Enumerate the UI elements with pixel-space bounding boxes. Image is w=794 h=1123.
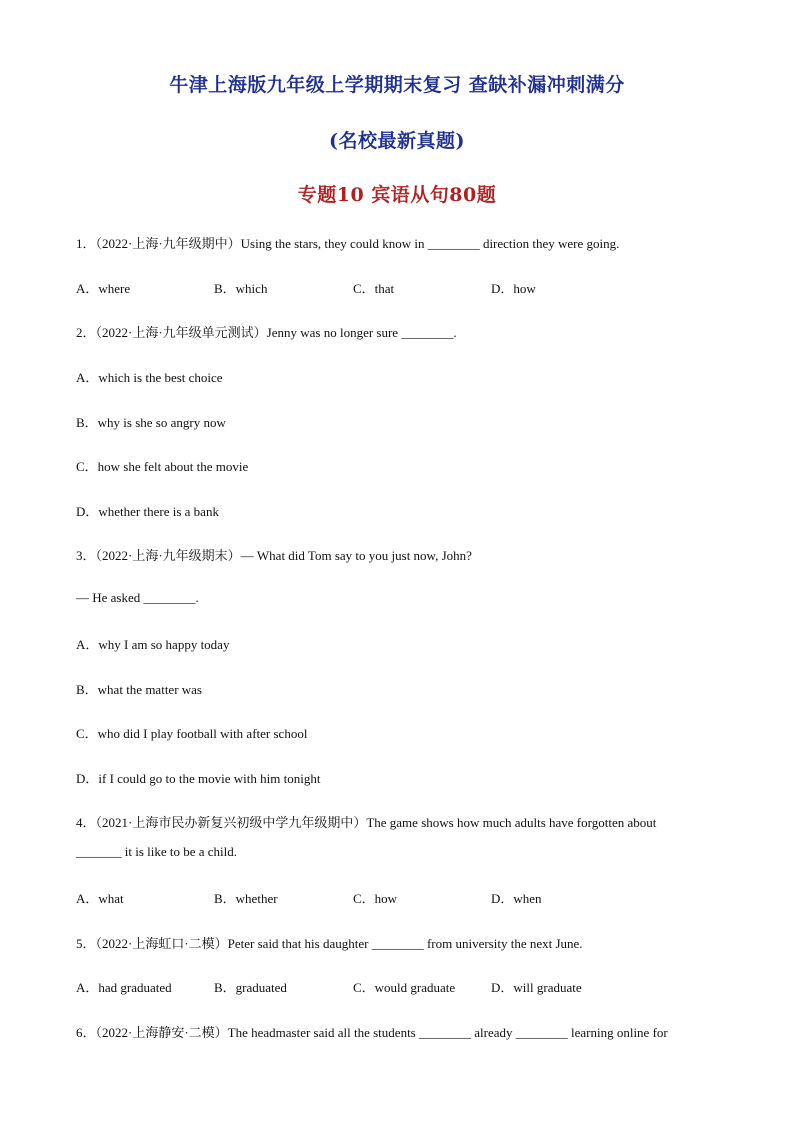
q4-option-a: A．what (76, 891, 124, 906)
q2-option-d: D．whether there is a bank (76, 504, 219, 519)
q5-option-a: A．had graduated (76, 980, 172, 995)
question-3-stem-line2: — He asked ________. (76, 590, 199, 605)
q5-option-b: B．graduated (214, 980, 287, 995)
q2-option-b: B．why is she so angry now (76, 415, 226, 430)
q3-option-d: D．if I could go to the movie with him tonight (76, 771, 321, 786)
q3-option-b: B．what the matter was (76, 682, 202, 697)
q1-option-a: A．where (76, 281, 131, 296)
question-2-stem: 2．（2022·上海·九年级单元测试）Jenny was no longer sure ________. (76, 325, 457, 340)
q3-option-c: C．who did I play football with after school (76, 726, 308, 741)
q1-option-d: D．how (491, 281, 536, 296)
question-5-stem: 5．（2022·上海虹口·二模）Peter said that his daughter ________ from university the next June. (76, 936, 583, 951)
question-4-stem-line2: _______ it is like to be a child. (76, 844, 238, 859)
document-title: 牛津上海版九年级上学期期末复习 查缺补漏冲刺满分 (169, 74, 625, 96)
q3-option-a: A．why I am so happy today (76, 637, 230, 652)
topic-heading: 专题10 宾语从句80题 (297, 184, 497, 206)
q4-option-b: B．whether (214, 891, 278, 906)
question-1-stem: 1．（2022·上海·九年级期中）Using the stars, they could know in ________ direction they were going. (76, 236, 620, 251)
q1-option-c: C．that (353, 281, 395, 296)
question-6-stem: 6．（2022·上海静安·二模）The headmaster said all the students ________ already ________ learning online for (76, 1025, 668, 1040)
q4-option-d: D．when (491, 891, 542, 906)
q1-option-b: B．which (214, 281, 268, 296)
q2-option-a: A．which is the best choice (76, 370, 223, 385)
q4-option-c: C．how (353, 891, 398, 906)
q5-option-c: C．would graduate (353, 980, 456, 995)
q2-option-c: C．how she felt about the movie (76, 459, 249, 474)
document-subtitle: (名校最新真题) (329, 130, 465, 152)
q5-option-d: D．will graduate (491, 980, 582, 995)
question-4-stem: 4．（2021·上海市民办新复兴初级中学九年级期中）The game shows how much adults have forgotten about (76, 815, 657, 830)
question-3-stem: 3．（2022·上海·九年级期末）— What did Tom say to you just now, John? (76, 548, 472, 563)
